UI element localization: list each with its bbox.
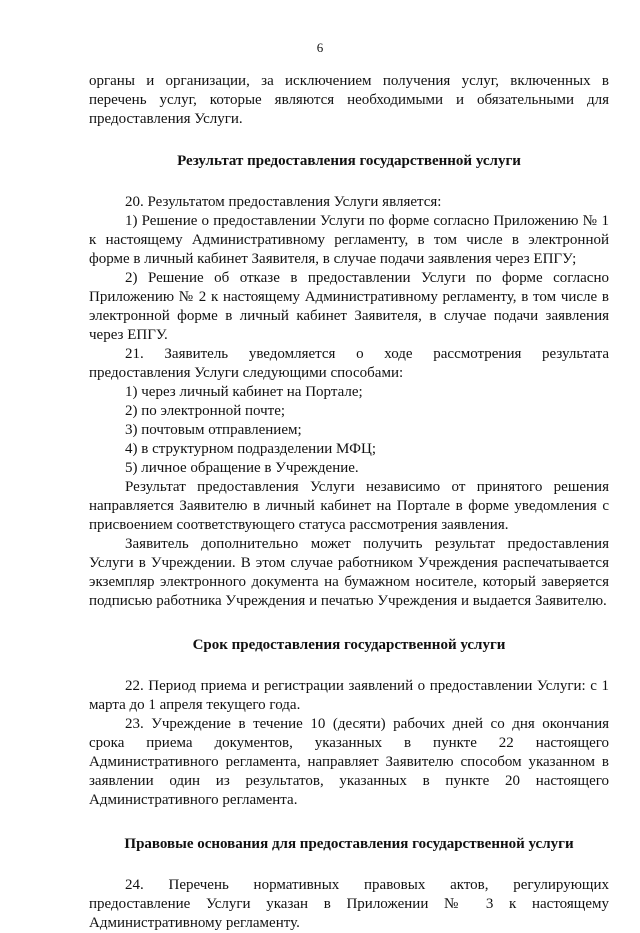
section-heading-result: Результат предоставления государственной услуги bbox=[177, 153, 521, 169]
paragraph-22: 22. Период приема и регистрации заявлений о предоставлении Услуги: с 1 марта до 1 апреля текущего года. bbox=[89, 678, 609, 713]
document-body bbox=[89, 72, 609, 933]
paragraph-additional-receipt: Заявитель дополнительно может получить результат предоставления Услуги в Учреждении. В этом случае работником Учреждения распечатывается экземпляр электронного документа на бумажном носителе, который заверяется подписью работника Учреждения и печатью Учреждения и выдается Заявителю. bbox=[89, 536, 609, 609]
paragraph-21-line-1: 21. Заявитель уведомляется о ходе рассмотрения результата bbox=[125, 346, 609, 362]
list-item: 1) через личный кабинет на Портале; bbox=[125, 384, 363, 400]
intro-paragraph: органы и организации, за исключением получения услуг, включенных в перечень услуг, которые являются необходимыми и обязательными для предоставления Услуги. bbox=[89, 73, 609, 127]
list-item: 4) в структурном подразделении МФЦ; bbox=[125, 441, 377, 457]
list-item: 2) по электронной почте; bbox=[125, 403, 286, 419]
list-item: 5) личное обращение в Учреждение. bbox=[125, 460, 359, 476]
paragraph-20-item-2: 2) Решение об отказе в предоставлении Услуги по форме согласно Приложению № 2 к настоящему Административному регламенту, в том числе в электронной форме в личный кабинет Заявителя, в случае подачи заявления через ЕПГУ. bbox=[89, 270, 609, 343]
section-heading-legal-basis: Правовые основания для предоставления государственной услуги bbox=[124, 836, 574, 852]
paragraph-20: 20. Результатом предоставления Услуги является: bbox=[125, 194, 442, 210]
paragraph-20-item-1: 1) Решение о предоставлении Услуги по форме согласно Приложению № 1 к настоящему Административному регламенту, в том числе в электронной форме в личный кабинет Заявителя, в случае подачи заявления через ЕПГУ; bbox=[89, 213, 609, 267]
paragraph-24: 24. Перечень нормативных правовых актов, регулирующих предоставление Услуги указан в Приложении № 3 к настоящему Административному регламенту. bbox=[89, 877, 609, 931]
list-item: 3) почтовым отправлением; bbox=[125, 422, 302, 438]
paragraph-21-line-2: предоставления Услуги следующими способами: bbox=[89, 365, 404, 381]
section-heading-term: Срок предоставления государственной услуги bbox=[192, 637, 506, 653]
paragraph-23: 23. Учреждение в течение 10 (десяти) рабочих дней со дня окончания срока приема документов, указанных в пункте 22 настоящего Административного регламента, направляет Заявителю способом указанном в заявлении один из результатов, указанных в пункте 20 настоящего Административного регламента. bbox=[89, 716, 609, 808]
paragraph-result-delivery: Результат предоставления Услуги независимо от принятого решения направляется Заявителю в личный кабинет на Портале в форме уведомления с присвоением соответствующего статуса рассмотрения заявления. bbox=[89, 479, 609, 533]
page-number: 6 bbox=[316, 40, 324, 55]
